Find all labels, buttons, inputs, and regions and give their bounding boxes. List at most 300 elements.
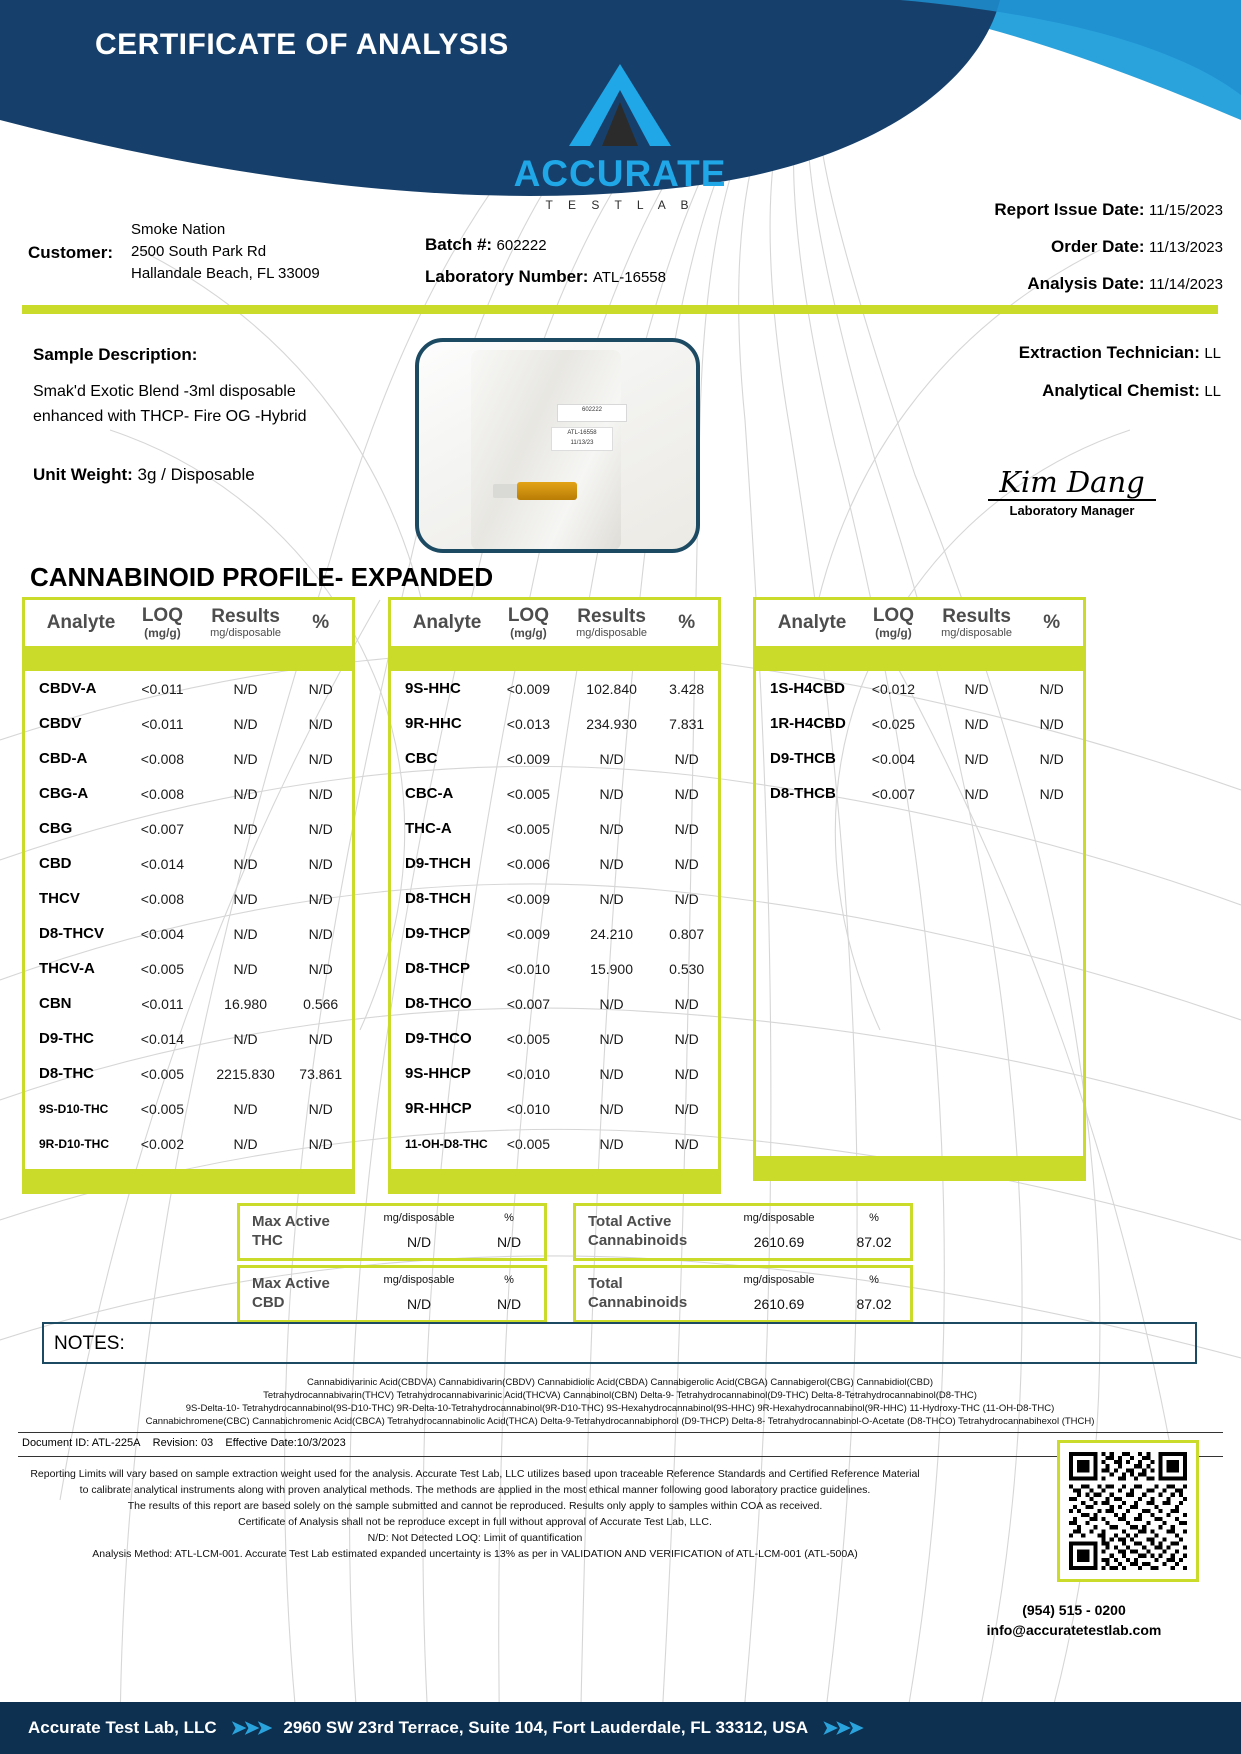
text-line: Analysis Method: ATL-LCM-001. Accurate Test Lab estimated expanded uncertainty is 13% as per in VALIDATION AND VERIFICATION of ATL-LCM-001 (ATL-500A): [92, 1548, 858, 1560]
cell-loq: <0.002: [140, 1135, 185, 1152]
table-3-rows: [756, 671, 1083, 819]
cell-analyte: D8-THCV: [39, 925, 105, 942]
cannabinoid-table-3: [753, 597, 1086, 1181]
total-active-cannabinoids-box: [573, 1203, 913, 1261]
chemist-value: LL: [1204, 383, 1221, 400]
table-2-topbar: [391, 649, 718, 671]
cell-result: N/D: [599, 785, 624, 802]
cell-analyte: THCV-A: [39, 960, 95, 977]
qr-code[interactable]: [1057, 1440, 1199, 1582]
table-row: [25, 776, 352, 811]
cell-loq: <0.005: [140, 1065, 185, 1082]
th-results: Results: [211, 606, 280, 627]
cell-analyte: D8-THC: [39, 1065, 94, 1082]
sample-description-line1: Smak'd Exotic Blend -3ml disposable: [33, 383, 296, 400]
cell-result: N/D: [233, 1100, 258, 1117]
cell-analyte: 1R-H4CBD: [770, 715, 846, 732]
signature-rule: [988, 499, 1156, 501]
lab-number-row: [425, 267, 666, 287]
cell-analyte: CBC: [405, 750, 438, 767]
cell-loq: <0.010: [506, 1065, 551, 1082]
cell-result: 2215.830: [216, 1065, 275, 1082]
text-line: Tetrahydrocannabivarin(THCV) Tetrahydrocannabivarinic Acid(THCVA) Cannabinol(CBN) Delta-9- Tetrahydrocannabinol(D9-THC) Delta-8-Tetrahydrocannabinol(D8-THC): [263, 1390, 977, 1401]
cell-percent: 0.807: [669, 925, 705, 942]
cell-result: N/D: [599, 855, 624, 872]
total-unit: mg/disposable: [743, 1274, 815, 1286]
extraction-tech-value: LL: [1204, 345, 1221, 362]
th-results: Results: [942, 606, 1011, 627]
table-row: [25, 1021, 352, 1056]
cell-loq: <0.004: [140, 925, 185, 942]
cell-result: N/D: [233, 925, 258, 942]
cell-percent: 3.428: [669, 680, 705, 697]
cell-result: N/D: [599, 1100, 624, 1117]
cell-result: 24.210: [590, 925, 633, 942]
extraction-tech-label: Extraction Technician:: [1018, 343, 1200, 362]
cell-percent: N/D: [308, 1135, 333, 1152]
table-1-body: [22, 649, 355, 1194]
cannabinoid-table-2: [388, 597, 721, 1194]
th-loq-unit: (mg/g): [510, 626, 547, 640]
cell-result: N/D: [964, 750, 989, 767]
cell-loq: <0.004: [871, 750, 916, 767]
cell-loq: <0.009: [506, 890, 551, 907]
cell-percent: N/D: [308, 890, 333, 907]
extraction-tech-row: [1019, 343, 1221, 363]
total-active-value: 2610.69: [753, 1234, 805, 1250]
unit-weight-label: Unit Weight:: [33, 465, 133, 484]
customer-address: [131, 219, 320, 285]
lab-number-value: ATL-16558: [592, 269, 666, 286]
total-active-label-line2: Cannabinoids: [588, 1232, 688, 1249]
cell-analyte: 9S-HHCP: [405, 1065, 471, 1082]
batch-label: Batch #:: [425, 235, 493, 254]
cell-result: N/D: [233, 1030, 258, 1047]
th-results-unit: mg/disposable: [941, 627, 1013, 639]
cell-analyte: D9-THCB: [770, 750, 836, 767]
chevron-right-icon-2: ➤➤➤: [822, 1717, 861, 1739]
th-loq: LOQ: [872, 605, 914, 626]
cell-result: N/D: [233, 785, 258, 802]
batch-block: [425, 235, 666, 299]
chemist-label: Analytical Chemist:: [1042, 381, 1200, 400]
cell-result: 102.840: [586, 680, 637, 697]
batch-value: 602222: [496, 237, 547, 254]
cell-loq: <0.005: [506, 785, 551, 802]
cell-percent: 0.530: [669, 960, 705, 977]
table-row: [391, 1091, 718, 1126]
cell-percent: N/D: [674, 890, 699, 907]
chemist-row: [1019, 381, 1221, 401]
cell-percent: N/D: [308, 715, 333, 732]
th-percent: %: [678, 612, 696, 633]
max-cbd-value: N/D: [406, 1296, 432, 1312]
page-title: CERTIFICATE OF ANALYSIS: [95, 28, 509, 61]
text-line: Reporting Limits will vary based on sample extraction weight used for the analysis. Accurate Test Lab, LLC utilizes based upon traceable Reference Standards and Certified Reference Material: [30, 1468, 920, 1480]
total-active-pct-unit: %: [869, 1212, 879, 1224]
table-row: [391, 1126, 718, 1161]
analysis-date-label: Analysis Date:: [1027, 274, 1145, 293]
unit-weight-value: 3g / Disposable: [137, 465, 255, 484]
cannabinoid-section-title: CANNABINOID PROFILE- EXPANDED: [30, 562, 494, 592]
th-results-unit: mg/disposable: [576, 627, 648, 639]
analysis-date-value: 11/14/2023: [1149, 276, 1223, 293]
max-cbd-pct-value: N/D: [496, 1296, 522, 1312]
logo: [470, 62, 770, 212]
table-row: [391, 671, 718, 706]
report-date-row: [994, 200, 1223, 220]
document-meta: [22, 1437, 346, 1449]
contact-phone[interactable]: (954) 515 - 0200: [1022, 1602, 1126, 1618]
cell-analyte: CBG-A: [39, 785, 89, 802]
cell-analyte: D8-THCP: [405, 960, 471, 977]
cell-percent: N/D: [308, 750, 333, 767]
max-thc-value: N/D: [406, 1234, 432, 1250]
footer-content: [0, 1702, 1241, 1754]
abbreviations-block: [30, 1376, 1210, 1428]
max-cbd-unit: mg/disposable: [383, 1274, 455, 1286]
table-row: [25, 1056, 352, 1091]
contact-email[interactable]: info@accuratetestlab.com: [986, 1622, 1162, 1638]
table-row: [25, 811, 352, 846]
cell-loq: <0.011: [141, 680, 184, 697]
cell-result: N/D: [233, 820, 258, 837]
total-label-line1: Total: [588, 1275, 623, 1292]
cell-analyte: D8-THCB: [770, 785, 836, 802]
th-percent: %: [312, 612, 330, 633]
cell-percent: N/D: [308, 960, 333, 977]
cell-loq: <0.011: [141, 715, 184, 732]
cell-analyte: CBD: [39, 855, 72, 872]
max-active-thc-label: Max Active THC: [252, 1213, 330, 1249]
cell-analyte: D8-THCO: [405, 995, 472, 1012]
cell-loq: <0.012: [871, 680, 916, 697]
cell-result: N/D: [233, 890, 258, 907]
cell-loq: <0.005: [140, 1100, 185, 1117]
table-row: [25, 671, 352, 706]
customer-city: Hallandale Beach, FL 33009: [131, 265, 320, 282]
cartridge-tip: [493, 484, 519, 498]
max-cbd-pct-unit: %: [504, 1274, 514, 1286]
cell-percent: N/D: [308, 820, 333, 837]
photo-lab-date: 11/13/23: [570, 440, 594, 446]
cell-loq: <0.007: [140, 820, 185, 837]
photo-batch-number: 602222: [581, 407, 603, 413]
table-row: [756, 671, 1083, 706]
footer-address: 2960 SW 23rd Terrace, Suite 104, Fort Lauderdale, FL 33312, USA: [283, 1718, 809, 1737]
cell-percent: N/D: [674, 855, 699, 872]
total-active-pct-value: 87.02: [856, 1234, 892, 1250]
order-date-value: 11/13/2023: [1149, 239, 1223, 256]
cell-percent: N/D: [674, 995, 699, 1012]
cell-loq: <0.013: [506, 715, 551, 732]
cell-loq: <0.007: [506, 995, 551, 1012]
table-row: [25, 846, 352, 881]
total-pct-value: 87.02: [856, 1296, 892, 1312]
cell-percent: N/D: [308, 1030, 333, 1047]
max-active-cbd-box: [237, 1265, 547, 1323]
th-percent: %: [1043, 612, 1061, 633]
table-3-bottombar: [756, 1156, 1083, 1178]
cell-result: N/D: [233, 960, 258, 977]
cell-analyte: CBDV: [39, 715, 82, 732]
table-row: [391, 881, 718, 916]
cell-analyte: D9-THC: [39, 1030, 94, 1047]
contact-block: [949, 1600, 1199, 1640]
photo-lab-number: ATL-16558: [567, 430, 597, 436]
cell-loq: <0.009: [506, 925, 551, 942]
cell-percent: N/D: [674, 1030, 699, 1047]
cell-percent: N/D: [1039, 785, 1064, 802]
report-date-value: 11/15/2023: [1149, 202, 1223, 219]
cell-percent: N/D: [1039, 715, 1064, 732]
th-analyte: Analyte: [777, 612, 847, 633]
unit-weight-row: [33, 465, 255, 485]
legal-disclaimer: [30, 1466, 920, 1562]
order-date-row: [994, 237, 1223, 257]
cell-result: N/D: [964, 715, 989, 732]
cell-result: N/D: [964, 785, 989, 802]
batch-row: [425, 235, 666, 255]
logo-wordmark: ACCURATE: [513, 153, 727, 194]
th-analyte: Analyte: [412, 612, 482, 633]
cell-percent: N/D: [308, 925, 333, 942]
sample-description-block: [33, 345, 413, 429]
cell-result: N/D: [233, 855, 258, 872]
cell-loq: <0.011: [141, 995, 184, 1012]
lab-number-label: Laboratory Number:: [425, 267, 589, 286]
text-line: Cannabidivarinic Acid(CBDVA) Cannabidivarin(CBDV) Cannabidiolic Acid(CBDA) Cannabigerolic Acid(CBGA) Cannabigerol(CBG) Cannabidiol(CBD): [306, 1377, 934, 1388]
cell-analyte: THCV: [39, 890, 80, 907]
customer-label: Customer:: [28, 243, 114, 262]
cell-analyte: CBC-A: [405, 785, 454, 802]
cell-analyte: 9S-HHC: [405, 680, 461, 697]
cell-analyte: CBD-A: [39, 750, 88, 767]
cell-result: N/D: [964, 680, 989, 697]
analysis-date-row: [994, 274, 1223, 294]
order-date-label: Order Date:: [1051, 237, 1145, 256]
table-1-header: [22, 597, 355, 649]
cell-result: N/D: [233, 715, 258, 732]
cell-result: 15.900: [590, 960, 633, 977]
table-2-header: [388, 597, 721, 649]
total-active-label-line1: Total Active: [588, 1213, 672, 1230]
table-row: [756, 706, 1083, 741]
table-1-topbar: [25, 649, 352, 671]
table-row: [25, 916, 352, 951]
signature-block: [988, 465, 1156, 518]
cell-result: N/D: [599, 995, 624, 1012]
cell-percent: N/D: [674, 820, 699, 837]
cell-loq: <0.009: [506, 750, 551, 767]
cell-percent: N/D: [1039, 680, 1064, 697]
th-loq-unit: (mg/g): [144, 626, 181, 640]
cell-analyte: THC-A: [405, 820, 452, 837]
cell-percent: N/D: [674, 1100, 699, 1117]
cell-result: 16.980: [224, 995, 267, 1012]
table-row: [391, 741, 718, 776]
text-line: Certificate of Analysis shall not be reproduce except in full without approval of Accurate Test Lab, LLC.: [238, 1516, 712, 1528]
cell-analyte: 9R-HHC: [405, 715, 462, 732]
qr-code-image: [1069, 1452, 1187, 1570]
table-row: [391, 706, 718, 741]
cell-analyte: D8-THCH: [405, 890, 471, 907]
accurate-logo-icon: [566, 62, 674, 148]
footer-company: Accurate Test Lab, LLC: [28, 1718, 217, 1737]
cell-result: N/D: [599, 890, 624, 907]
cell-result: N/D: [233, 750, 258, 767]
cell-loq: <0.005: [506, 820, 551, 837]
cell-loq: <0.014: [140, 1030, 185, 1047]
cell-percent: N/D: [1039, 750, 1064, 767]
cell-result: N/D: [233, 680, 258, 697]
table-1-bottombar: [25, 1169, 352, 1191]
table-row: [391, 776, 718, 811]
max-thc-pct-value: N/D: [496, 1234, 522, 1250]
text-line: The results of this report are based solely on the sample submitted and cannot be reproduced. Results only apply to samples within COA as received.: [127, 1500, 823, 1512]
max-thc-pct-unit: %: [504, 1212, 514, 1224]
cell-analyte: CBG: [39, 820, 73, 837]
max-thc-unit: mg/disposable: [383, 1212, 455, 1224]
th-loq: LOQ: [507, 605, 549, 626]
cell-percent: N/D: [674, 785, 699, 802]
sample-description-line2: enhanced with THCP- Fire OG -Hybrid: [33, 408, 307, 425]
cell-percent: N/D: [674, 750, 699, 767]
max-active-cbd-label: Max Active CBD: [252, 1275, 330, 1311]
table-row: [391, 951, 718, 986]
th-loq-unit: (mg/g): [875, 626, 912, 640]
staff-block: [1019, 343, 1221, 419]
notes-label: NOTES:: [54, 1333, 125, 1354]
cell-loq: <0.005: [506, 1135, 551, 1152]
cell-analyte: CBN: [39, 995, 72, 1012]
signature-title: Laboratory Manager: [1009, 503, 1135, 518]
cell-analyte: CBDV-A: [39, 680, 97, 697]
signature-name: Kim Dang: [999, 465, 1145, 499]
max-active-thc-box: [237, 1203, 547, 1261]
cell-analyte: D9-THCH: [405, 855, 471, 872]
table-2-body: [388, 649, 721, 1194]
document-revision: Revision: 03: [152, 1437, 214, 1449]
customer-name: Smoke Nation: [131, 221, 226, 238]
table-row: [25, 951, 352, 986]
sample-photo: [415, 338, 700, 553]
cell-result: N/D: [599, 1065, 624, 1082]
cell-percent: N/D: [308, 680, 333, 697]
cell-loq: <0.005: [506, 1030, 551, 1047]
cell-result: N/D: [599, 1030, 624, 1047]
cannabinoid-table-1: [22, 597, 355, 1194]
table-row: [756, 741, 1083, 776]
document-id: Document ID: ATL-225A: [22, 1437, 141, 1449]
cell-result: N/D: [599, 820, 624, 837]
table-row: [756, 776, 1083, 811]
cell-loq: <0.006: [506, 855, 551, 872]
photo-lab-sticker: [551, 427, 613, 451]
cell-analyte: 1S-H4CBD: [770, 680, 846, 697]
table-row: [25, 881, 352, 916]
table-row: [25, 1126, 352, 1161]
dates-block: [994, 200, 1223, 311]
table-row: [391, 1056, 718, 1091]
text-line: to calibrate analytical instruments along with proven analytical methods. The methods are applied in the most ethical manner following good laboratory practice guidelines.: [79, 1484, 871, 1496]
report-date-label: Report Issue Date:: [994, 200, 1145, 219]
cell-result: N/D: [599, 750, 624, 767]
customer-street: 2500 South Park Rd: [131, 243, 267, 260]
cell-percent: N/D: [674, 1135, 699, 1152]
cell-percent: N/D: [308, 785, 333, 802]
cell-percent: 0.566: [303, 995, 339, 1012]
cell-analyte: 11-OH-D8-THC: [405, 1136, 488, 1151]
table-row: [25, 706, 352, 741]
text-line: Cannabichromene(CBC) Cannabichromenic Acid(CBCA) Tetrahydrocannabinolic Acid(THCA) Delta-9-Tetrahydrocannabiphorol (D9-THCP) Delta-8- Tetrahydrocannabinol-O-Acetate (D8-THCO) Tetrahydrocannabihexol (THCH): [145, 1416, 1095, 1427]
cell-percent: N/D: [308, 1100, 333, 1117]
th-loq: LOQ: [141, 605, 183, 626]
text-line: N/D: Not Detected LOQ: Limit of quantification: [367, 1532, 583, 1544]
total-active-unit: mg/disposable: [743, 1212, 815, 1224]
cell-analyte: 9R-HHCP: [405, 1100, 472, 1117]
total-label-line2: Cannabinoids: [588, 1294, 688, 1311]
cell-result: 234.930: [586, 715, 637, 732]
table-2-bottombar: [391, 1169, 718, 1191]
logo-tagline: T E S T L A B: [545, 198, 695, 212]
sample-photo-image: [419, 342, 696, 549]
cell-loq: <0.010: [506, 960, 551, 977]
cell-result: N/D: [599, 1135, 624, 1152]
cell-loq: <0.005: [140, 960, 185, 977]
chevron-right-icon: ➤➤➤: [230, 1717, 270, 1739]
cell-analyte: 9R-D10-THC: [39, 1136, 110, 1151]
cell-loq: <0.009: [506, 680, 551, 697]
th-analyte: Analyte: [46, 612, 116, 633]
cell-loq: <0.010: [506, 1100, 551, 1117]
table-row: [391, 811, 718, 846]
table-3-body: [753, 649, 1086, 1181]
photo-batch-sticker: [557, 404, 627, 422]
table-1-rows: [25, 671, 352, 1169]
table-row: [25, 741, 352, 776]
sample-description-label: Sample Description:: [33, 345, 198, 364]
cell-analyte: D9-THCP: [405, 925, 471, 942]
table-3-header: [753, 597, 1086, 649]
document-rule-bottom: [18, 1456, 1223, 1457]
cell-percent: N/D: [674, 1065, 699, 1082]
table-row: [391, 1021, 718, 1056]
table-2-rows: [391, 671, 718, 1169]
cell-analyte: D9-THCO: [405, 1030, 472, 1047]
th-results: Results: [577, 606, 646, 627]
notes-box[interactable]: [42, 1322, 1197, 1364]
cell-percent: 7.831: [669, 715, 705, 732]
cell-loq: <0.008: [140, 750, 185, 767]
cell-loq: <0.025: [871, 715, 916, 732]
cell-percent: 73.861: [299, 1065, 343, 1082]
table-3-topbar: [756, 649, 1083, 671]
table-row: [391, 846, 718, 881]
cartridge-body: [517, 482, 577, 500]
th-results-unit: mg/disposable: [210, 627, 282, 639]
cell-loq: <0.008: [140, 785, 185, 802]
cell-analyte: 9S-D10-THC: [39, 1101, 109, 1116]
cell-loq: <0.007: [871, 785, 916, 802]
total-value: 2610.69: [753, 1296, 805, 1312]
table-row: [25, 1091, 352, 1126]
cell-loq: <0.008: [140, 890, 185, 907]
total-cannabinoids-box: [573, 1265, 913, 1323]
cell-result: N/D: [233, 1135, 258, 1152]
cell-percent: N/D: [308, 855, 333, 872]
text-line: 9S-Delta-10- Tetrahydrocannabinol(9S-D10-THC) 9R-Delta-10-Tetrahydrocannabinol(9R-D10-THC) 9S-Hexahydrocannabinol(9S-HHC) 9R-Hexahydrocannabinol(9R-HHC) 11-Hydroxy-THC (11-OH-D8-THC): [185, 1403, 1055, 1414]
